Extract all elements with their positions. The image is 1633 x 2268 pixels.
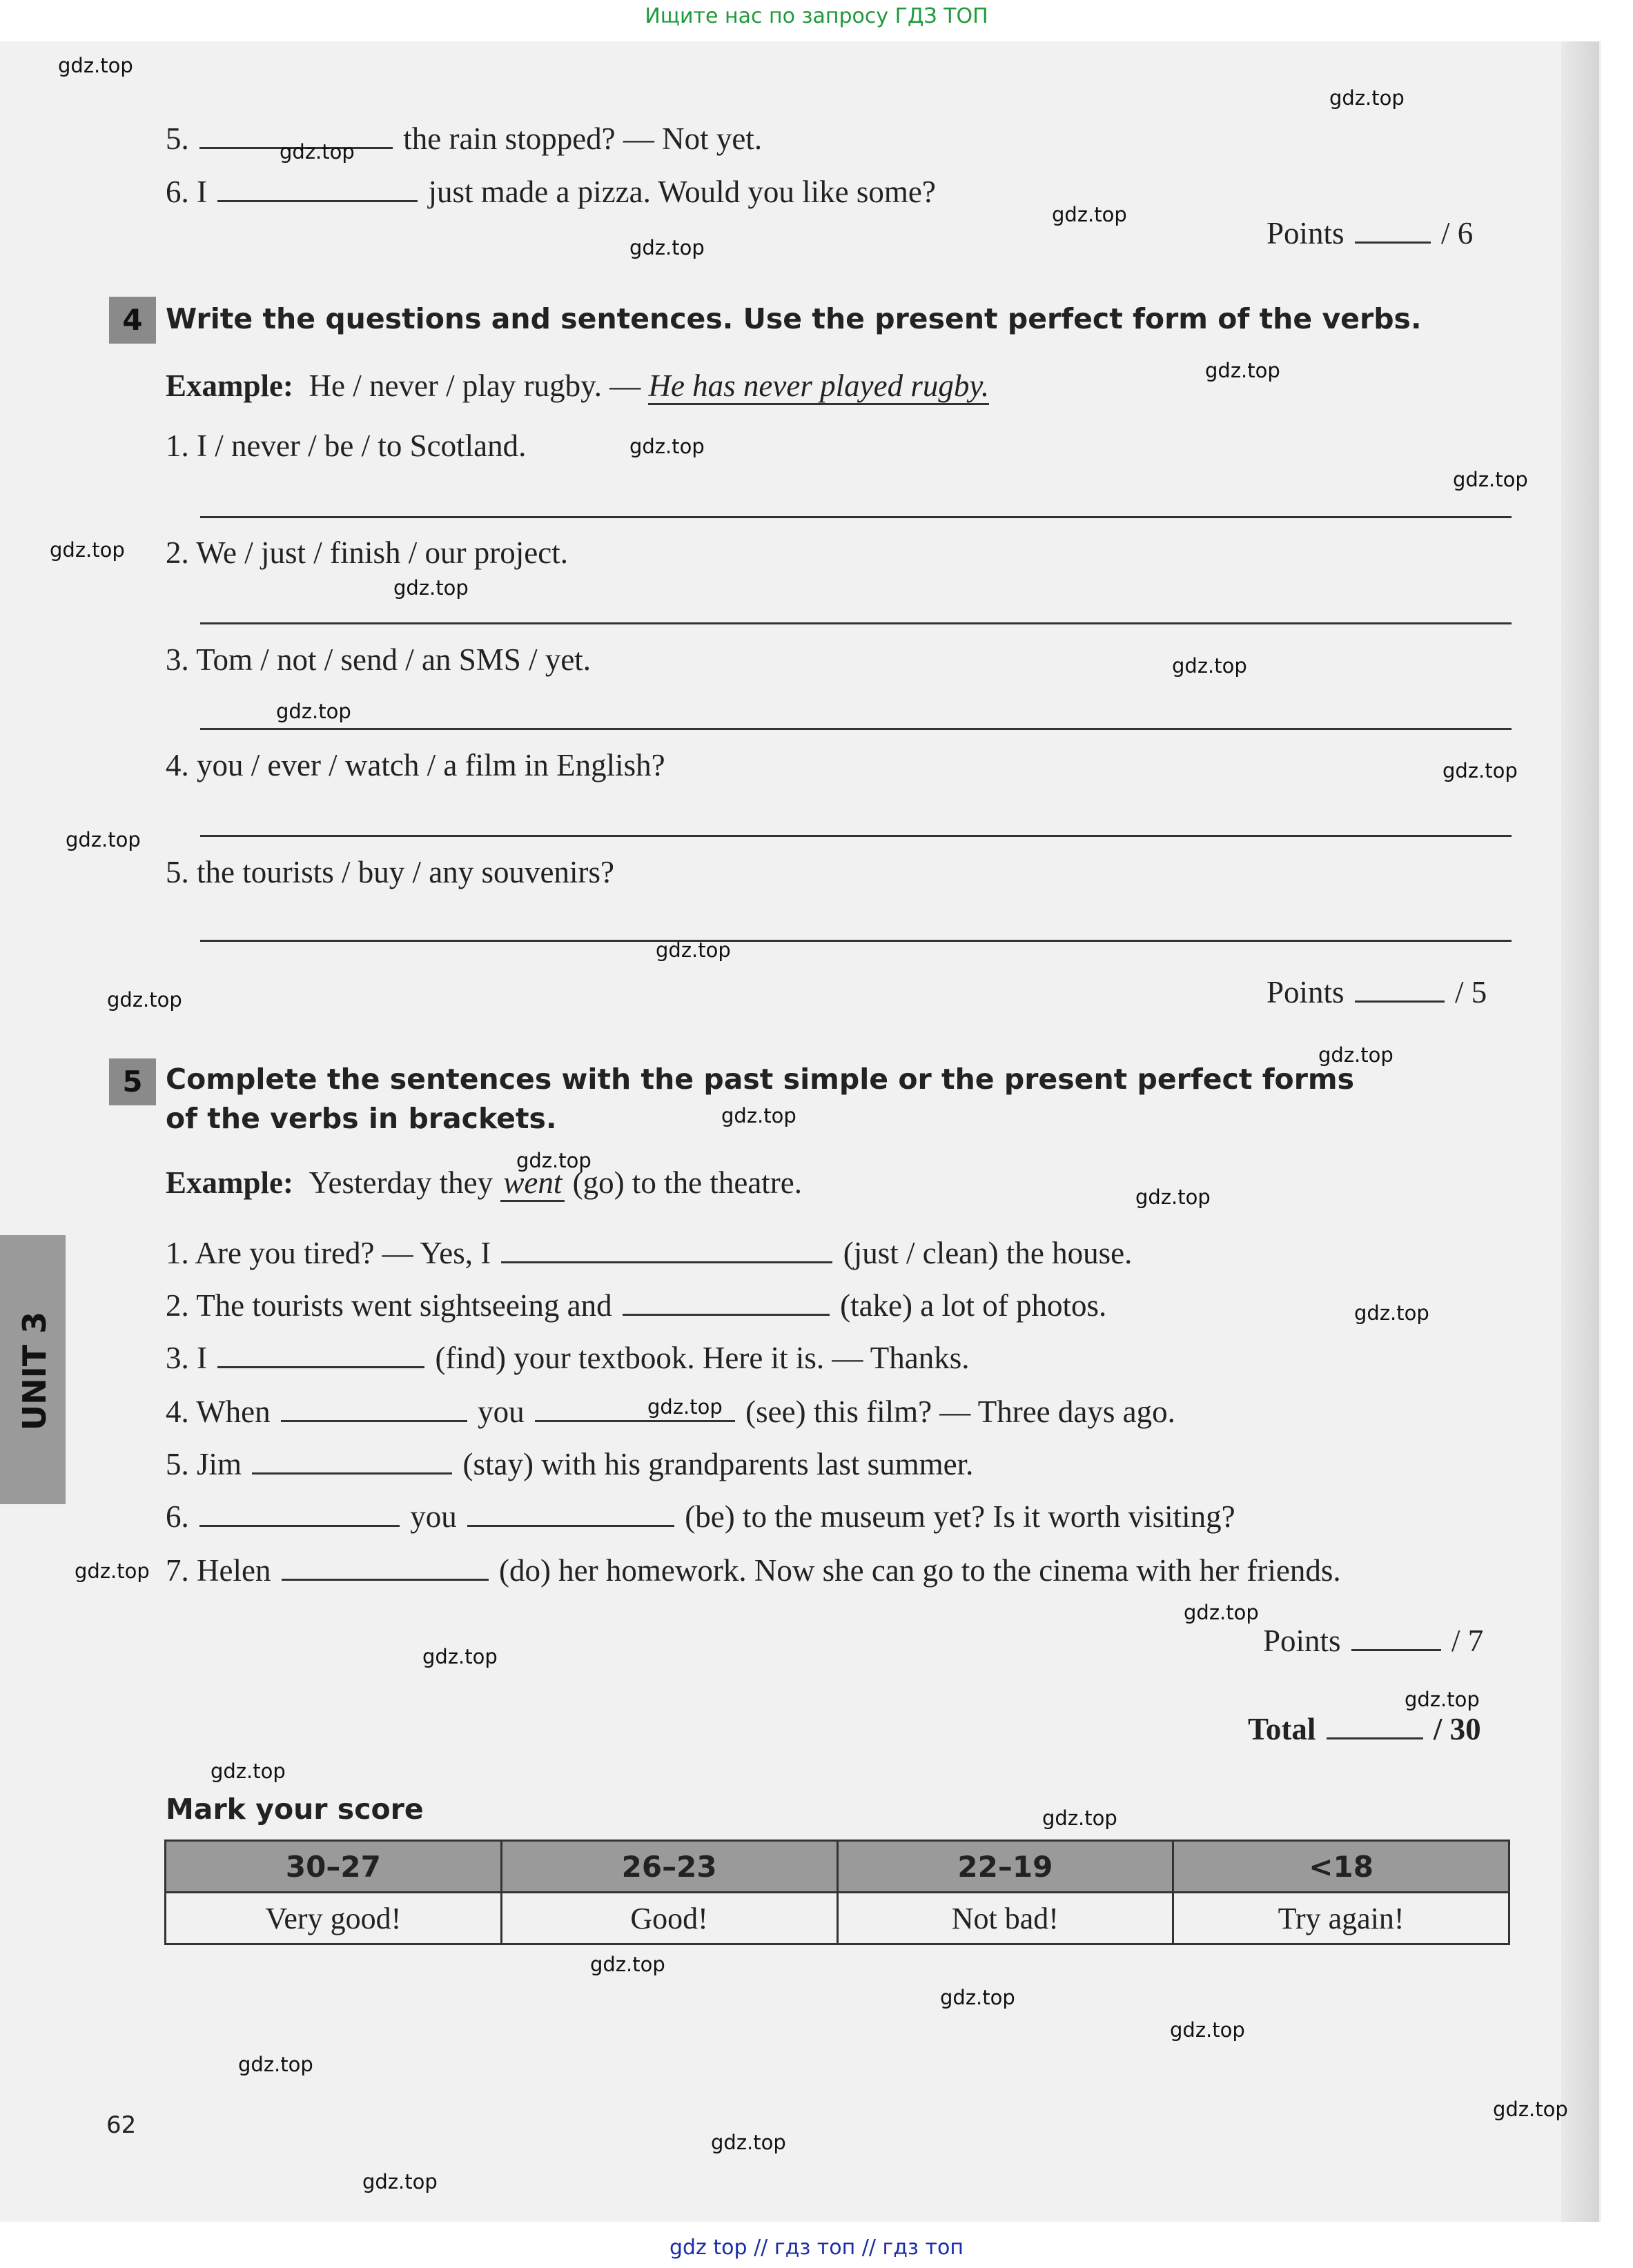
answer-blank	[217, 1359, 424, 1368]
watermark: gdz.top	[647, 1395, 723, 1419]
task-4-example	[166, 368, 989, 404]
score-ranges-row	[166, 1841, 1509, 1893]
item-text: Helen	[197, 1553, 271, 1588]
total-label: Total	[1248, 1712, 1316, 1746]
task-4-item-2: 2. We / just / finish / our project.	[166, 535, 568, 570]
task-4-instruction: Write the questions and sentences. Use the present perfect form of the verbs.	[166, 302, 1422, 335]
prev-item-5	[166, 121, 762, 157]
watermark: gdz.top	[1329, 86, 1405, 110]
watermark: gdz.top	[1135, 1185, 1211, 1209]
watermark: gdz.top	[1453, 468, 1528, 491]
item-text: I	[197, 175, 207, 209]
task-5-item-1	[166, 1235, 1132, 1271]
task-4-item-3: 3. Tom / not / send / an SMS / yet.	[166, 642, 591, 677]
answer-blank	[282, 1572, 489, 1581]
watermark: gdz.top	[629, 435, 705, 458]
bottom-banner[interactable]: gdz top // гдз топ // гдз топ	[669, 2236, 964, 2260]
item-text: Are you tired? — Yes, I	[195, 1236, 491, 1270]
item-text: (just / clean) the house.	[843, 1236, 1133, 1270]
points-total: / 7	[1451, 1624, 1484, 1658]
example-text: He / never / play rugby. —	[309, 368, 641, 403]
task-5-example	[166, 1165, 802, 1201]
score-mark: Try again!	[1173, 1893, 1509, 1944]
score-range: 30–27	[166, 1841, 502, 1893]
item-text: The tourists went sightseeing and	[196, 1288, 612, 1323]
watermark: gdz.top	[590, 1953, 665, 1976]
score-mark: Not bad!	[837, 1893, 1173, 1944]
watermark: gdz.top	[1042, 1806, 1117, 1830]
task-5-item-2	[166, 1288, 1106, 1323]
answer-blank	[252, 1466, 452, 1475]
item-text: I	[197, 1341, 207, 1375]
item-number: 6.	[166, 175, 189, 209]
watermark: gdz.top	[721, 1104, 796, 1127]
top-banner[interactable]: Ищите нас по запросу ГДЗ ТОП	[645, 4, 988, 28]
points-label: Points	[1267, 975, 1344, 1009]
answer-line-3	[200, 728, 1512, 730]
watermark: gdz.top	[1184, 1601, 1259, 1624]
answer-blank	[281, 1413, 467, 1422]
watermark: gdz.top	[107, 988, 182, 1012]
watermark: gdz.top	[1205, 359, 1280, 382]
task-4-item-4: 4. you / ever / watch / a film in English?	[166, 748, 665, 782]
item-text: (do) her homework. Now she can go to the cinema with her friends.	[498, 1553, 1341, 1588]
page-number: 62	[106, 2111, 137, 2139]
score-mark: Good!	[501, 1893, 837, 1944]
task-4-item-5: 5. the tourists / buy / any souvenirs?	[166, 855, 614, 889]
task-4-item-1: 1. I / never / be / to Scotland.	[166, 428, 527, 463]
watermark: gdz.top	[66, 828, 141, 851]
item-number: 5.	[166, 121, 189, 156]
example-text: Yesterday they	[309, 1165, 493, 1200]
item-text: you	[478, 1394, 525, 1429]
task-5-instruction-line2: of the verbs in brackets.	[166, 1102, 557, 1135]
watermark: gdz.top	[280, 140, 355, 164]
points-label: Points	[1267, 216, 1344, 250]
item-text: (take) a lot of photos.	[840, 1288, 1107, 1323]
score-marks-row	[166, 1893, 1509, 1944]
points-blank	[1351, 1642, 1441, 1651]
watermark: gdz.top	[1172, 654, 1247, 678]
item-number: 5.	[166, 1447, 189, 1481]
watermark: gdz.top	[50, 538, 125, 562]
watermark: gdz.top	[1493, 2098, 1568, 2121]
points-label: Points	[1263, 1624, 1341, 1658]
watermark: gdz.top	[362, 2170, 438, 2193]
watermark: gdz.top	[940, 1986, 1015, 2009]
watermark: gdz.top	[1170, 2018, 1245, 2042]
score-table	[164, 1840, 1510, 1945]
watermark: gdz.top	[1318, 1043, 1394, 1067]
item-text: (stay) with his grandparents last summer.	[462, 1447, 974, 1481]
item-text: (see) this film? — Three days ago.	[745, 1394, 1175, 1429]
score-title: Mark your score	[166, 1793, 424, 1826]
task-5-number: 5	[109, 1058, 156, 1105]
task-5-points	[1263, 1623, 1483, 1659]
score-mark: Very good!	[166, 1893, 502, 1944]
total-value: / 30	[1433, 1712, 1481, 1746]
points-blank	[1355, 235, 1431, 244]
watermark: gdz.top	[516, 1149, 591, 1172]
watermark: gdz.top	[75, 1559, 150, 1583]
example-label: Example:	[166, 1165, 293, 1200]
prev-points	[1267, 215, 1473, 251]
score-range: 26–23	[501, 1841, 837, 1893]
task-5-item-6	[166, 1499, 1235, 1535]
item-text: When	[196, 1394, 271, 1429]
task-5-item-7	[166, 1552, 1341, 1588]
answer-blank	[467, 1518, 674, 1527]
item-number: 4.	[166, 1394, 189, 1429]
points-total: / 5	[1455, 975, 1487, 1009]
unit-label: UNIT 3	[16, 1311, 53, 1431]
watermark: gdz.top	[238, 2053, 313, 2076]
item-number: 6.	[166, 1499, 189, 1534]
points-blank	[1355, 994, 1445, 1003]
watermark: gdz.top	[656, 938, 731, 962]
item-text: Jim	[197, 1447, 242, 1481]
watermark: gdz.top	[1443, 759, 1518, 782]
answer-blank	[217, 193, 418, 202]
watermark: gdz.top	[422, 1645, 498, 1668]
item-number: 3.	[166, 1341, 189, 1375]
example-answer: went	[500, 1165, 565, 1202]
task-5-instruction-line1: Complete the sentences with the past simple or the present perfect forms	[166, 1063, 1355, 1096]
item-number: 7.	[166, 1553, 189, 1588]
item-text: the rain stopped? — Not yet.	[403, 121, 763, 156]
example-answer: He has never played rugby.	[648, 368, 989, 405]
answer-line-4	[200, 835, 1512, 837]
item-text: just made a pizza. Would you like some?	[428, 175, 936, 209]
watermark: gdz.top	[629, 236, 705, 259]
total-score	[1248, 1711, 1481, 1747]
answer-blank	[623, 1307, 830, 1316]
answer-blank	[199, 1518, 400, 1527]
watermark: gdz.top	[58, 54, 133, 77]
answer-line-2	[200, 622, 1512, 624]
task-4-number: 4	[109, 297, 156, 344]
answer-line-1	[200, 516, 1512, 518]
item-text: you	[410, 1499, 457, 1534]
example-label: Example:	[166, 368, 293, 403]
task-4-points	[1267, 974, 1487, 1010]
book-spine-shadow	[1561, 41, 1599, 2222]
answer-line-5	[200, 940, 1512, 942]
item-text: (be) to the museum yet? Is it worth visiting?	[685, 1499, 1235, 1534]
score-range: 22–19	[837, 1841, 1173, 1893]
answer-blank	[501, 1254, 832, 1263]
score-range: <18	[1173, 1841, 1509, 1893]
watermark: gdz.top	[276, 700, 351, 723]
watermark: gdz.top	[1052, 203, 1127, 226]
watermark: gdz.top	[1354, 1301, 1429, 1325]
task-5-item-3	[166, 1340, 970, 1376]
watermark: gdz.top	[1405, 1688, 1480, 1711]
task-5-item-5	[166, 1446, 973, 1482]
item-text: (find) your textbook. Here it is. — Thanks.	[435, 1341, 970, 1375]
prev-item-6	[166, 174, 936, 210]
watermark: gdz.top	[711, 2131, 786, 2154]
item-number: 2.	[166, 1288, 189, 1323]
watermark: gdz.top	[211, 1759, 286, 1783]
points-total: / 6	[1441, 216, 1474, 250]
item-number: 1.	[166, 1236, 189, 1270]
watermark: gdz.top	[393, 576, 469, 600]
total-blank	[1327, 1730, 1423, 1739]
example-text: (go) to the theatre.	[572, 1165, 802, 1200]
